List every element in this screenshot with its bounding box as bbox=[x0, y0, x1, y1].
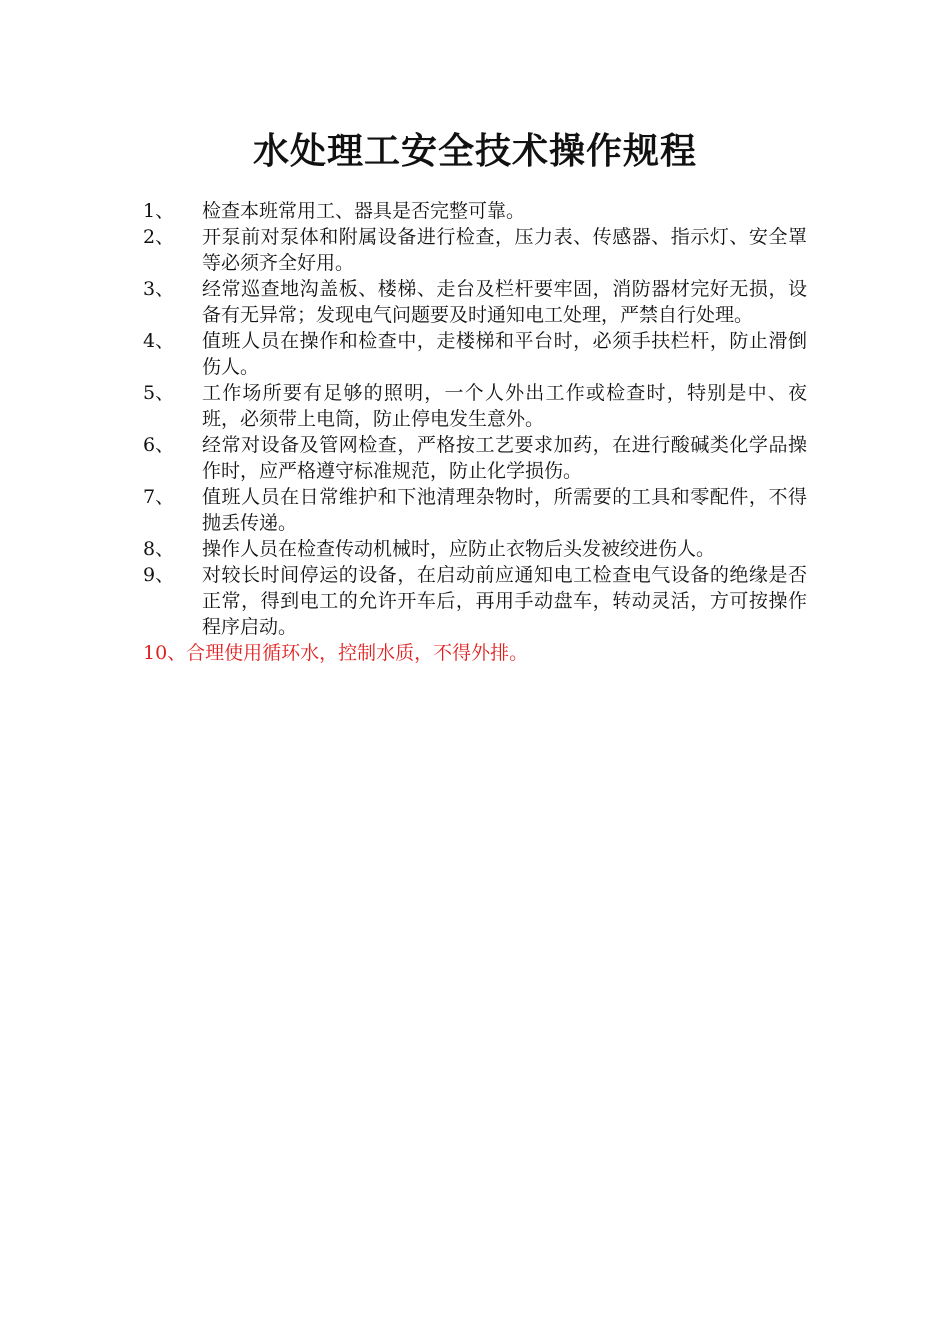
rule-text: 检查本班常用工、器具是否完整可靠。 bbox=[202, 200, 526, 222]
rule-text: 操作人员在检查传动机械时，应防止衣物后头发被绞进伤人。 bbox=[202, 538, 716, 560]
rule-text: 经常巡查地沟盖板、楼梯、走台及栏杆要牢固，消防器材完好无损，设备有无异常；发现电气问题要及时通知电工处理，严禁自行处理。 bbox=[202, 278, 807, 326]
rule-item-8 bbox=[143, 536, 807, 562]
rule-text: 值班人员在操作和检查中，走楼梯和平台时，必须手扶栏杆，防止滑倒伤人。 bbox=[202, 330, 807, 378]
rule-text: 值班人员在日常维护和下池清理杂物时，所需要的工具和零配件，不得抛丢传递。 bbox=[202, 486, 807, 534]
rule-number: 1、 bbox=[143, 200, 175, 222]
rule-text: 工作场所要有足够的照明，一个人外出工作或检查时，特别是中、夜班，必须带上电筒，防止停电发生意外。 bbox=[202, 382, 807, 430]
rule-item-4 bbox=[143, 328, 807, 380]
rule-item-6 bbox=[143, 432, 807, 484]
rule-item-1 bbox=[143, 198, 807, 224]
rule-number: 8、 bbox=[143, 538, 175, 560]
rule-number: 3、 bbox=[143, 278, 175, 300]
document-title: 水处理工安全技术操作规程 bbox=[252, 130, 697, 172]
rule-text-highlighted: 10、合理使用循环水，控制水质，不得外排。 bbox=[143, 642, 529, 664]
rule-number: 4、 bbox=[143, 330, 175, 352]
rule-item-5 bbox=[143, 380, 807, 432]
rule-number: 9、 bbox=[143, 564, 175, 586]
rule-item-10 bbox=[143, 640, 807, 666]
rule-item-7 bbox=[143, 484, 807, 536]
rule-number: 5、 bbox=[143, 382, 175, 404]
rule-text: 开泵前对泵体和附属设备进行检查，压力表、传感器、指示灯、安全罩等必须齐全好用。 bbox=[202, 226, 807, 274]
rule-number: 7、 bbox=[143, 486, 175, 508]
rule-number: 6、 bbox=[143, 434, 175, 456]
rule-text: 对较长时间停运的设备，在启动前应通知电工检查电气设备的绝缘是否正常，得到电工的允许开车后，再用手动盘车，转动灵活，方可按操作程序启动。 bbox=[202, 564, 807, 638]
rule-number: 2、 bbox=[143, 226, 175, 248]
rule-item-3 bbox=[143, 276, 807, 328]
rule-item-2 bbox=[143, 224, 807, 276]
rule-item-9 bbox=[143, 562, 807, 640]
rules-list bbox=[143, 198, 807, 666]
rule-text: 经常对设备及管网检查，严格按工艺要求加药，在进行酸碱类化学品操作时，应严格遵守标准规范，防止化学损伤。 bbox=[202, 434, 807, 482]
